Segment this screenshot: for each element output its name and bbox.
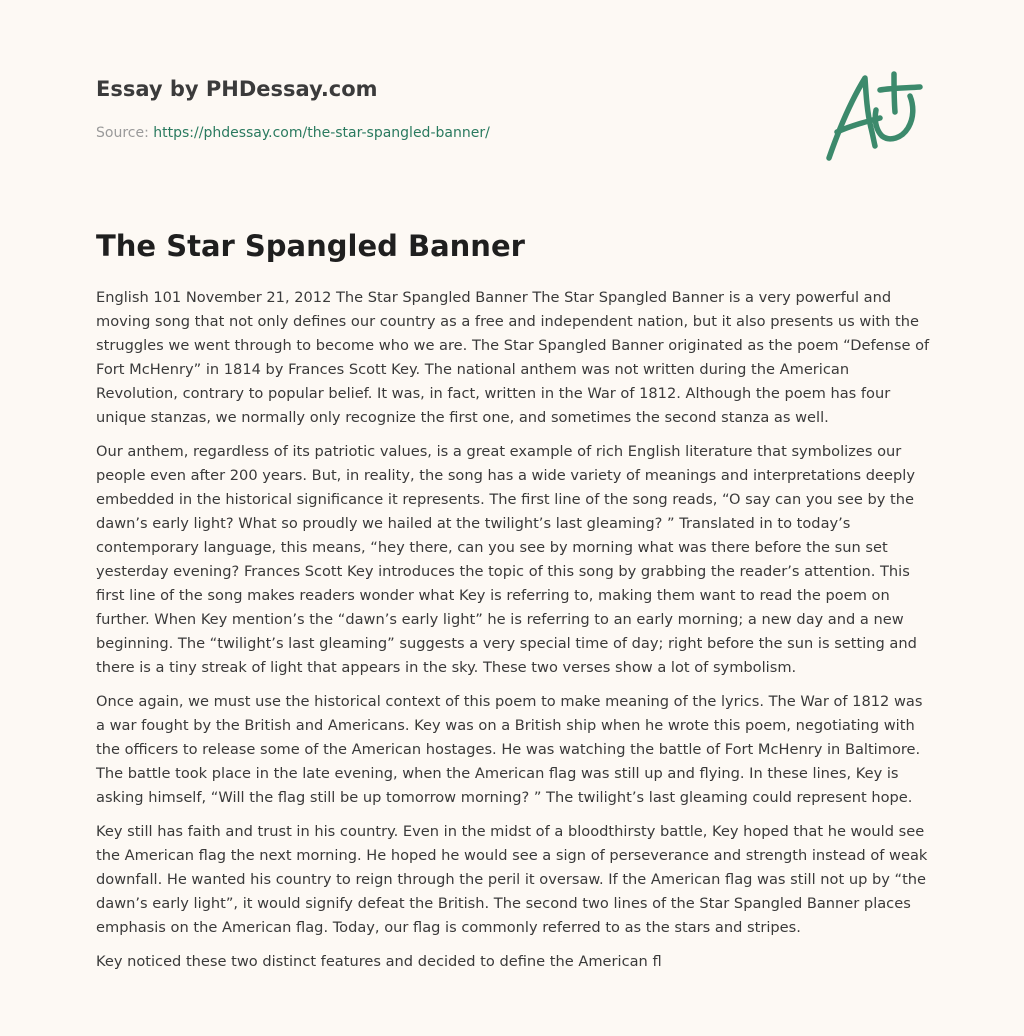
site-title: Essay by PHDessay.com bbox=[96, 77, 378, 101]
essay-paragraph: Our anthem, regardless of its patriotic values, is a great example of rich English literature that symbolizes our people even after 200 years. But, in reality, the song has a wide variety of meanings and interpretations deeply embedded in the historical significance it represents. The first line of the song reads, “O say can you see by the dawn’s early light? What so proudly we hailed at the twilight’s last gleaming? ” Translated in to today’s contemporary language, this means, “hey there, can you see by morning what was there before the sun set yesterday evening? Frances Scott Key introduces the topic of this song by grabbing the reader’s attention. This first line of the song makes readers wonder what Key is referring to, making them want to read the poem on further. When Key mention’s the “dawn’s early light” he is referring to an early morning; a new day and a new beginning. The “twilight’s last gleaming” suggests a very special time of day; right before the sun is setting and there is a tiny streak of light that appears in the sky. These two verses show a lot of symbolism. bbox=[96, 443, 917, 676]
source-link[interactable]: https://phdessay.com/the-star-spangled-banner/ bbox=[153, 125, 490, 141]
essay-paragraph: English 101 November 21, 2012 The Star Spangled Banner The Star Spangled Banner is a very powerful and moving song that not only defines our country as a free and independent nation, but it also presents us with the struggles we went through to become who we are. The Star Spangled Banner originated as the poem “Defense of Fort McHenry” in 1814 by Frances Scott Key. The national anthem was not written during the American Revolution, contrary to popular belief. It was, in fact, written in the War of 1812. Although the poem has four unique stanzas, we normally only recognize the first one, and sometimes the second stanza as well. bbox=[96, 289, 930, 426]
essay-paragraph: Once again, we must use the historical context of this poem to make meaning of the lyrics. The War of 1812 was a war fought by the British and Americans. Key was on a British ship when he wrote this poem, negotiating with the officers to release some of the American hostages. He was watching the battle of Fort McHenry in Baltimore. The battle took place in the late evening, when the American flag was still up and flying. In these lines, Key is asking himself, “Will the flag still be up tomorrow morning? ” The twilight’s last gleaming could represent hope. bbox=[96, 693, 923, 806]
a-plus-logo-icon bbox=[820, 66, 930, 166]
essay-paragraph: Key noticed these two distinct features and decided to define the American fl bbox=[96, 953, 662, 970]
essay-header bbox=[96, 74, 796, 143]
essay-title: The Star Spangled Banner bbox=[96, 229, 525, 263]
source-label: Source: bbox=[96, 125, 149, 141]
essay-body bbox=[96, 286, 931, 984]
essay-paragraph: Key still has faith and trust in his country. Even in the midst of a bloodthirsty battle, Key hoped that he would see the American flag the next morning. He hoped he would see a sign of perseverance and strength instead of weak downfall. He wanted his country to reign through the peril it oversaw. If the American flag was still not up by “the dawn’s early light”, it would signify defeat the British. The second two lines of the Star Spangled Banner places emphasis on the American flag. Today, our flag is commonly referred to as the stars and stripes. bbox=[96, 823, 928, 936]
source-line bbox=[96, 123, 796, 143]
